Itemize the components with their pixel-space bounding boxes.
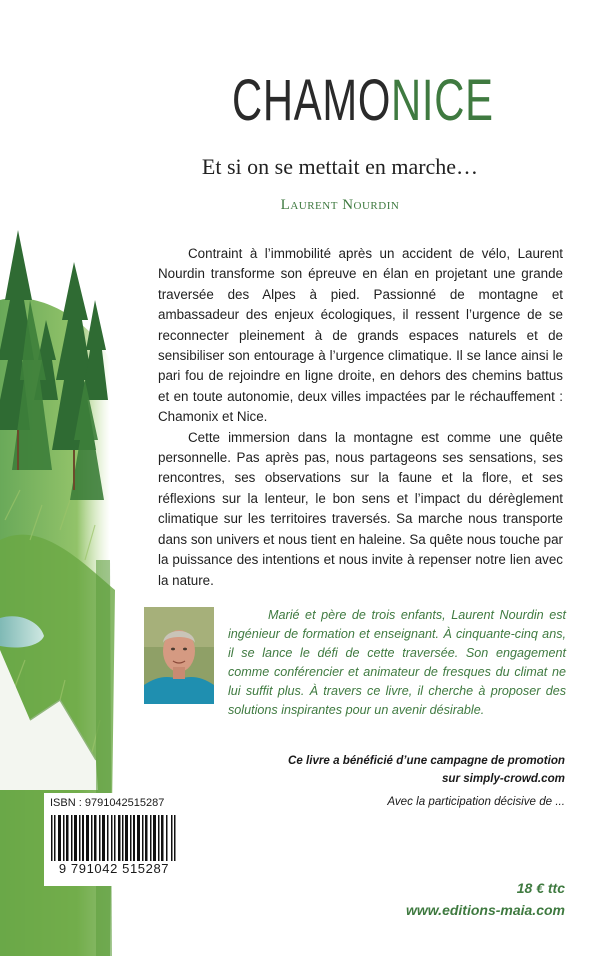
isbn-digits: 9 791042 515287 — [44, 861, 184, 876]
publisher-website: www.editions-maia.com — [406, 902, 565, 918]
synopsis-paragraph-1: Contraint à l’immobilité après un accident de vélo, Laurent Nourdin transforme son épreuve en élan en projetant une grande traversée des Alpes à pied. Passionné de montagne et ambassadeur des enjeux écologiques, il ressent l’urgence de se reconnecter pleinement à de grands espaces naturels et de sensibiliser son entourage à l’urgence climatique. Il se lance ainsi le pari fou de rejoindre en ligne droite, en dehors des chemins battus et en toute autonomie, deux villes impactées par le réchauffement : Chamonix et Nice. — [158, 246, 563, 425]
author-name: Laurent Nourdin — [280, 197, 400, 213]
book-subtitle: Et si on se mettait en marche… — [201, 154, 479, 179]
author-photo — [144, 607, 214, 704]
title-green-part: NICE — [391, 68, 494, 133]
promotion-note — [270, 752, 565, 788]
author-bio: Marié et père de trois enfants, Laurent Nourdin est ingénieur de formation et enseignant. À cinquante-cinq ans, il se lance le défi de cette traversée. Son engagement comme conférencier et animateur de fresques du climat ne lui suffit plus. À travers ce livre, il cherche à proposer des solutions inspirantes pour un avenir désirable. — [228, 608, 566, 717]
promotion-line-1: Ce livre a bénéficié d’une campagne de promotion — [287, 754, 565, 767]
partner-note: Avec la participation décisive de ... — [387, 795, 565, 808]
promotion-line-2: sur simply-crowd.com — [441, 772, 565, 785]
book-title — [232, 68, 494, 133]
isbn-label: ISBN : 9791042515287 — [50, 797, 165, 809]
title-dark-part: CHAMO — [232, 68, 392, 133]
synopsis — [158, 244, 563, 591]
price: 18 € ttc — [516, 880, 565, 896]
synopsis-paragraph-2: Cette immersion dans la montagne est comme une quête personnelle. Pas après pas, nous partageons ses sensations, ses rencontres, ses observations sur la faune et la flore, et ses réflexions sur la lenteur, le bon sens et l’impact du dérèglement climatique sur les territoires traversés. Sa marche nous transporte dans son univers et nous tient en haleine. Sa quête nous touche par la puissance des intentions et nous invite à repenser notre lien avec la nature. — [158, 429, 563, 588]
